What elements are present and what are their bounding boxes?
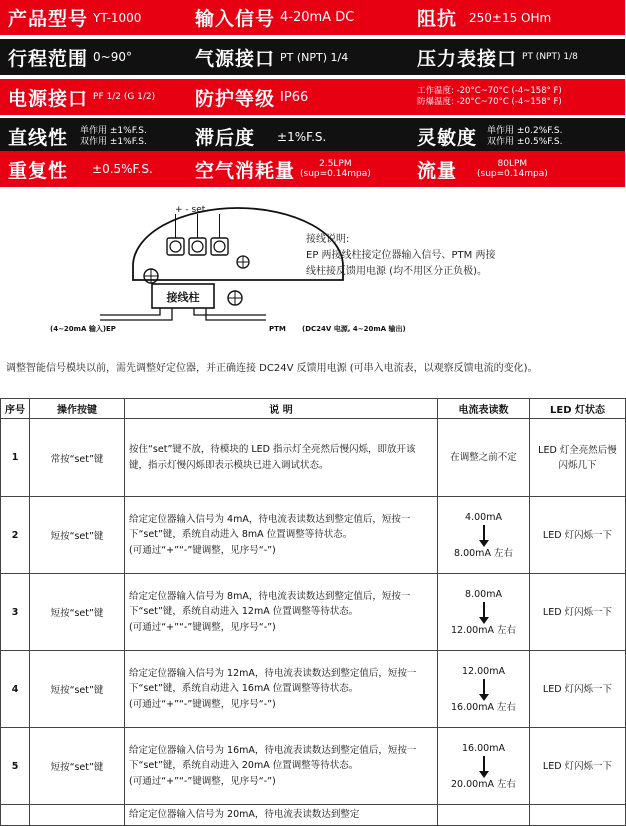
row-number: 3 bbox=[1, 574, 30, 651]
row-number: 4 bbox=[1, 651, 30, 728]
temp-line-1: 工作温度: -20°C~70°C (-4~158° F) bbox=[417, 86, 562, 96]
row-description-text: 给定定位器输入信号为 12mA，待电流表读数达到整定值后，短按一下“set”键，系统自动进入 16mA 位置调整等待状态。 bbox=[129, 667, 417, 695]
model-cell bbox=[0, 0, 195, 35]
row-led: LED 灯闪烁一下 bbox=[530, 651, 626, 728]
row-operation: 短按“set”键 bbox=[30, 651, 125, 728]
gauge-cell bbox=[417, 39, 625, 75]
row-description-hint: (可通过“+”“-”键调整，见序号“-”) bbox=[129, 544, 276, 556]
linearity-line-1: 单作用 ±1%F.S. bbox=[80, 125, 147, 136]
table-row bbox=[1, 728, 626, 805]
sensitivity-cell bbox=[417, 118, 625, 155]
range-value: 0~90° bbox=[93, 50, 132, 64]
row-led: LED 灯闪烁一下 bbox=[530, 728, 626, 805]
row-number: 5 bbox=[1, 728, 30, 805]
table-header-row bbox=[1, 399, 626, 419]
button-labels: + - set bbox=[175, 205, 206, 215]
terminal-label: 接线柱 bbox=[166, 291, 200, 304]
table-row bbox=[1, 651, 626, 728]
row-description-text: 给定定位器输入信号为 8mA，待电流表读数达到整定值后，短按一下“set”键，系统自动进入 12mA 位置调整等待状态。 bbox=[129, 590, 411, 618]
ep-wire-1 bbox=[100, 308, 160, 315]
hysteresis-cell bbox=[195, 118, 417, 155]
wiring-note-line-1: EP 两接线柱接定位器输入信号、PTM 两接 bbox=[306, 250, 496, 261]
temp-values bbox=[417, 86, 562, 108]
row-description: 按住“set”键不放，待模块的 LED 指示灯全亮然后慢闪烁，即放开该键，指示灯慢闪烁即表示模块已进入调试状态。 bbox=[125, 419, 438, 497]
ptm-wire-1 bbox=[194, 308, 266, 315]
hysteresis-label: 滞后度 bbox=[195, 127, 256, 149]
air-consumption-line-2: (sup=0.14mpa) bbox=[300, 169, 371, 179]
row-description-text: 给定定位器输入信号为 16mA，待电流表读数达到整定值后，短按一下“set”键，系统自动进入 20mA 位置调整等待状态。 bbox=[129, 744, 417, 772]
table-row bbox=[1, 805, 626, 826]
impedance-value: 250±15 OHm bbox=[469, 10, 552, 25]
sensitivity-line-2: 双作用 ±0.5%F.S. bbox=[487, 136, 563, 147]
spec-row-2 bbox=[0, 39, 625, 75]
spec-row-3 bbox=[0, 79, 625, 115]
table-row bbox=[1, 419, 626, 497]
air-consumption-cell bbox=[195, 151, 417, 187]
row-reading bbox=[438, 651, 530, 728]
row-operation: 常按“set”键 bbox=[30, 419, 125, 497]
power-cell bbox=[0, 79, 195, 115]
repeat-label: 重复性 bbox=[8, 159, 69, 182]
flow-values bbox=[477, 159, 548, 179]
gauge-value: PT (NPT) 1/8 bbox=[522, 52, 578, 62]
spec-row-1 bbox=[0, 0, 625, 35]
procedure-table bbox=[0, 398, 626, 826]
model-value: YT-1000 bbox=[93, 10, 142, 25]
ptm-caption: PTM bbox=[269, 325, 286, 333]
wiring-note-line-2: 线柱接反馈用电源 (均不用区分正负极)。 bbox=[306, 266, 487, 277]
row-number bbox=[1, 805, 30, 826]
header-operation: 操作按键 bbox=[30, 399, 125, 419]
row-reading bbox=[438, 497, 530, 574]
reading-start: 12.00mA bbox=[462, 665, 505, 677]
row-operation: 短按“set”键 bbox=[30, 728, 125, 805]
range-cell bbox=[0, 39, 195, 75]
sensitivity-values bbox=[487, 126, 562, 148]
header-description: 说 明 bbox=[125, 399, 438, 419]
linearity-label: 直线性 bbox=[8, 127, 69, 149]
row-reading bbox=[438, 574, 530, 651]
air-consumption-label: 空气消耗量 bbox=[195, 159, 296, 182]
flow-line-2: (sup=0.14mpa) bbox=[477, 169, 548, 179]
intro-paragraph: 调整智能信号模块以前，需先调整好定位器，并正确连接 DC24V 反馈用电源 (可串入电流表，以观察反馈电流的变化)。 bbox=[6, 363, 538, 374]
reading-start: 16.00mA bbox=[462, 742, 505, 754]
row-reading bbox=[438, 728, 530, 805]
air-value: PT (NPT) 1/4 bbox=[280, 50, 349, 64]
signal-label: 输入信号 bbox=[195, 8, 276, 30]
ep-wire-2 bbox=[100, 308, 172, 320]
header-reading: 电流表读数 bbox=[438, 399, 530, 419]
reading-end: 20.00mA 左右 bbox=[451, 778, 516, 790]
row-description-hint: (可通过“+”“-”键调整，见序号“-”) bbox=[129, 621, 276, 633]
temp-line-2: 防爆温度: -20°C~70°C (-4~158° F) bbox=[417, 97, 562, 107]
row-led bbox=[530, 805, 626, 826]
hysteresis-value: ±1%F.S. bbox=[277, 129, 327, 144]
row-led: LED 灯全亮然后慢闪烁几下 bbox=[530, 419, 626, 497]
flow-cell bbox=[417, 151, 625, 187]
row-description bbox=[125, 728, 438, 805]
flow-line-1: 80LPM bbox=[497, 159, 528, 169]
row-number: 2 bbox=[1, 497, 30, 574]
reading-start: 8.00mA bbox=[465, 588, 502, 600]
linearity-values bbox=[80, 126, 147, 148]
signal-cell bbox=[195, 0, 417, 35]
air-label: 气源接口 bbox=[195, 47, 276, 70]
air-cell bbox=[195, 39, 417, 75]
air-consumption-line-1: 2.5LPM bbox=[319, 159, 352, 169]
spec-row-4 bbox=[0, 118, 625, 155]
power-caption: (DC24V 电源, 4~20mA 输出) bbox=[302, 325, 406, 333]
header-led: LED 灯状态 bbox=[530, 399, 626, 419]
row-description-text: 给定定位器输入信号为 4mA，待电流表读数达到整定值后，短按一下“set”键，系统自动进入 8mA 位置调整等待状态。 bbox=[129, 513, 411, 541]
table-row bbox=[1, 574, 626, 651]
power-value: PF 1/2 (G 1/2) bbox=[93, 92, 156, 102]
row-number: 1 bbox=[1, 419, 30, 497]
row-description bbox=[125, 497, 438, 574]
air-consumption-values bbox=[300, 159, 371, 179]
row-description-hint: (可通过“+”“-”键调整，见序号“-”) bbox=[129, 775, 276, 787]
repeat-cell bbox=[0, 151, 195, 187]
row-description-hint: (可通过“+”“-”键调整，见序号“-”) bbox=[129, 698, 276, 710]
model-label: 产品型号 bbox=[8, 8, 89, 30]
reading-start: 4.00mA bbox=[465, 511, 502, 523]
down-arrow-icon bbox=[483, 756, 485, 772]
row-operation bbox=[30, 805, 125, 826]
row-reading bbox=[438, 419, 530, 497]
temp-cell bbox=[417, 79, 625, 115]
reading-end: 8.00mA 左右 bbox=[454, 547, 513, 559]
spec-row-5 bbox=[0, 151, 625, 187]
sensitivity-label: 灵敏度 bbox=[417, 127, 478, 149]
wiring-note-title: 接线说明: bbox=[306, 234, 350, 245]
flow-label: 流量 bbox=[417, 159, 458, 182]
row-led: LED 灯闪烁一下 bbox=[530, 497, 626, 574]
power-label: 电源接口 bbox=[8, 87, 89, 110]
table-row bbox=[1, 497, 626, 574]
wiring-note bbox=[306, 232, 566, 280]
impedance-cell bbox=[417, 0, 625, 35]
gauge-label: 压力表接口 bbox=[417, 47, 518, 70]
reading-before-adjust: 在调整之前不定 bbox=[450, 452, 517, 463]
row-reading bbox=[438, 805, 530, 826]
row-operation: 短按“set”键 bbox=[30, 497, 125, 574]
ep-caption: (4~20mA 输入)EP bbox=[50, 325, 116, 333]
impedance-label: 阻抗 bbox=[417, 8, 458, 30]
signal-value: 4-20mA DC bbox=[280, 10, 355, 25]
down-arrow-icon bbox=[483, 525, 485, 541]
ptm-wire-2 bbox=[206, 308, 266, 320]
down-arrow-icon bbox=[483, 602, 485, 618]
row-description bbox=[125, 651, 438, 728]
reading-end: 12.00mA 左右 bbox=[451, 624, 516, 636]
linearity-line-2: 双作用 ±1%F.S. bbox=[80, 136, 147, 147]
down-arrow-icon bbox=[483, 679, 485, 695]
reading-end: 16.00mA 左右 bbox=[451, 701, 516, 713]
protect-cell bbox=[195, 79, 417, 115]
protect-value: IP66 bbox=[280, 89, 309, 105]
repeat-value: ±0.5%F.S. bbox=[92, 162, 153, 176]
row-led: LED 灯闪烁一下 bbox=[530, 574, 626, 651]
linearity-cell bbox=[0, 118, 195, 155]
sensitivity-line-1: 单作用 ±0.2%F.S. bbox=[487, 125, 563, 136]
row-description bbox=[125, 574, 438, 651]
row-description: 给定定位器输入信号为 20mA，待电流表读数达到整定 bbox=[125, 805, 438, 826]
range-label: 行程范围 bbox=[8, 47, 89, 70]
protect-label: 防护等级 bbox=[195, 87, 276, 110]
header-no: 序号 bbox=[1, 399, 30, 419]
row-operation: 短按“set”键 bbox=[30, 574, 125, 651]
